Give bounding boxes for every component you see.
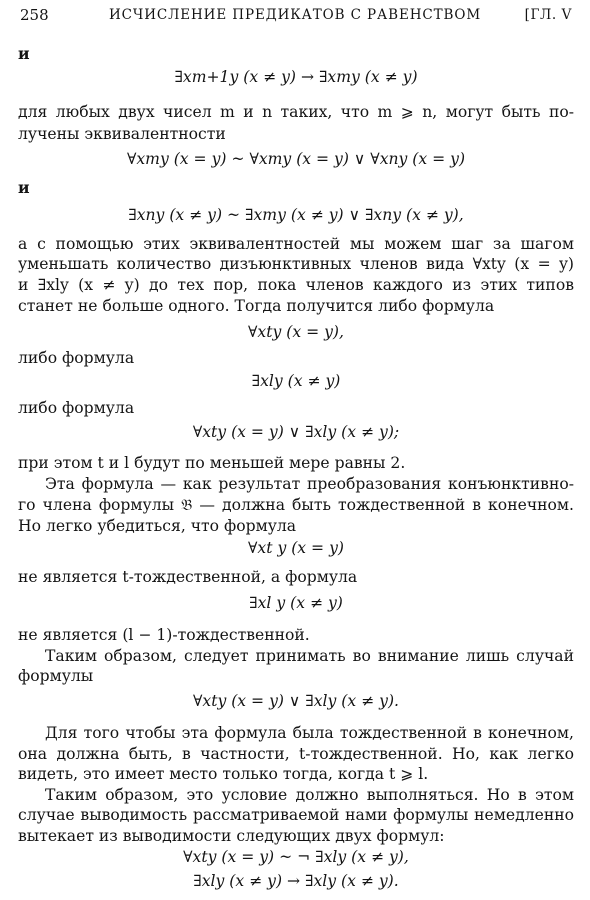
- formula-line: ∃xm+1y (x ≠ y) → ∃xmy (x ≠ y): [174, 68, 418, 86]
- text-line: видеть, это имеет место только тогда, когда t ⩾ l.: [18, 765, 429, 783]
- text-line: станет не больше одного. Тогда получится либо формула: [18, 297, 495, 315]
- text-line: она должна быть, в частности, t-тождественной. Но, как легко: [18, 745, 574, 763]
- conjunction-line: и: [18, 178, 30, 197]
- chapter-marker: [ГЛ. V: [524, 7, 572, 23]
- text-line: не является (l − 1)-тождественной.: [18, 626, 310, 644]
- text-line: Но легко убедиться, что формула: [18, 517, 297, 535]
- running-title: ИСЧИСЛЕНИЕ ПРЕДИКАТОВ С РАВЕНСТВОМ: [108, 7, 482, 23]
- formula-line: ∀xty (x = y),: [248, 323, 344, 341]
- text-line: Для того чтобы эта формула была тождественной в конечном,: [45, 724, 574, 742]
- text-line: го члена формулы 𝔅 — должна быть тождественной в конечном.: [18, 496, 574, 514]
- text-line: не является t-тождественной, а формула: [18, 568, 358, 586]
- text-line: либо формула: [18, 399, 135, 417]
- text-line: и ∃xly (x ≠ y) до тех пор, пока членов каждого из этих типов: [18, 276, 574, 294]
- text-line: уменьшать количество дизъюнктивных членов вида ∀xty (x = y): [18, 255, 574, 273]
- text-line: формулы: [18, 667, 94, 685]
- formula-line: ∀xmy (x = y) ~ ∀xmy (x = y) ∨ ∀xny (x = y): [126, 150, 466, 168]
- text-line: случае выводимость рассматриваемой нами формулы немедленно: [18, 806, 574, 824]
- formula-line: ∀xty (x = y) ~ ¬ ∃xly (x ≠ y),: [183, 848, 409, 866]
- text-line: для любых двух чисел m и n таких, что m ⩾ n, могут быть по-: [18, 103, 574, 121]
- text-line: при этом t и l будут по меньшей мере равны 2.: [18, 454, 406, 472]
- text-line: Таким образом, это условие должно выполняться. Но в этом: [45, 786, 574, 804]
- page-body: [18, 0, 574, 900]
- page-number: 258: [20, 6, 49, 24]
- formula-line: ∀xty (x = y) ∨ ∃xly (x ≠ y).: [192, 692, 400, 710]
- formula-line: ∃xly (x ≠ y) → ∃xly (x ≠ y).: [193, 872, 399, 890]
- formula-line: ∃xl y (x ≠ y): [249, 594, 343, 612]
- formula-line: ∀xty (x = y) ∨ ∃xly (x ≠ y);: [192, 423, 400, 441]
- text-line: вытекает из выводимости следующих двух формул:: [18, 827, 445, 845]
- formula-line: ∀xt y (x = y): [248, 539, 344, 557]
- formula-line: ∃xly (x ≠ y): [251, 372, 341, 390]
- text-line: а с помощью этих эквивалентностей мы можем шаг за шагом: [18, 235, 574, 253]
- text-line: Эта формула — как результат преобразования конъюнктивно-: [45, 475, 574, 493]
- conjunction-line: и: [18, 44, 30, 63]
- text-line: либо формула: [18, 349, 135, 367]
- text-line: лучены эквивалентности: [18, 125, 226, 143]
- text-line: Таким образом, следует принимать во внимание лишь случай: [45, 647, 574, 665]
- formula-line: ∃xny (x ≠ y) ~ ∃xmy (x ≠ y) ∨ ∃xny (x ≠ y),: [128, 206, 464, 224]
